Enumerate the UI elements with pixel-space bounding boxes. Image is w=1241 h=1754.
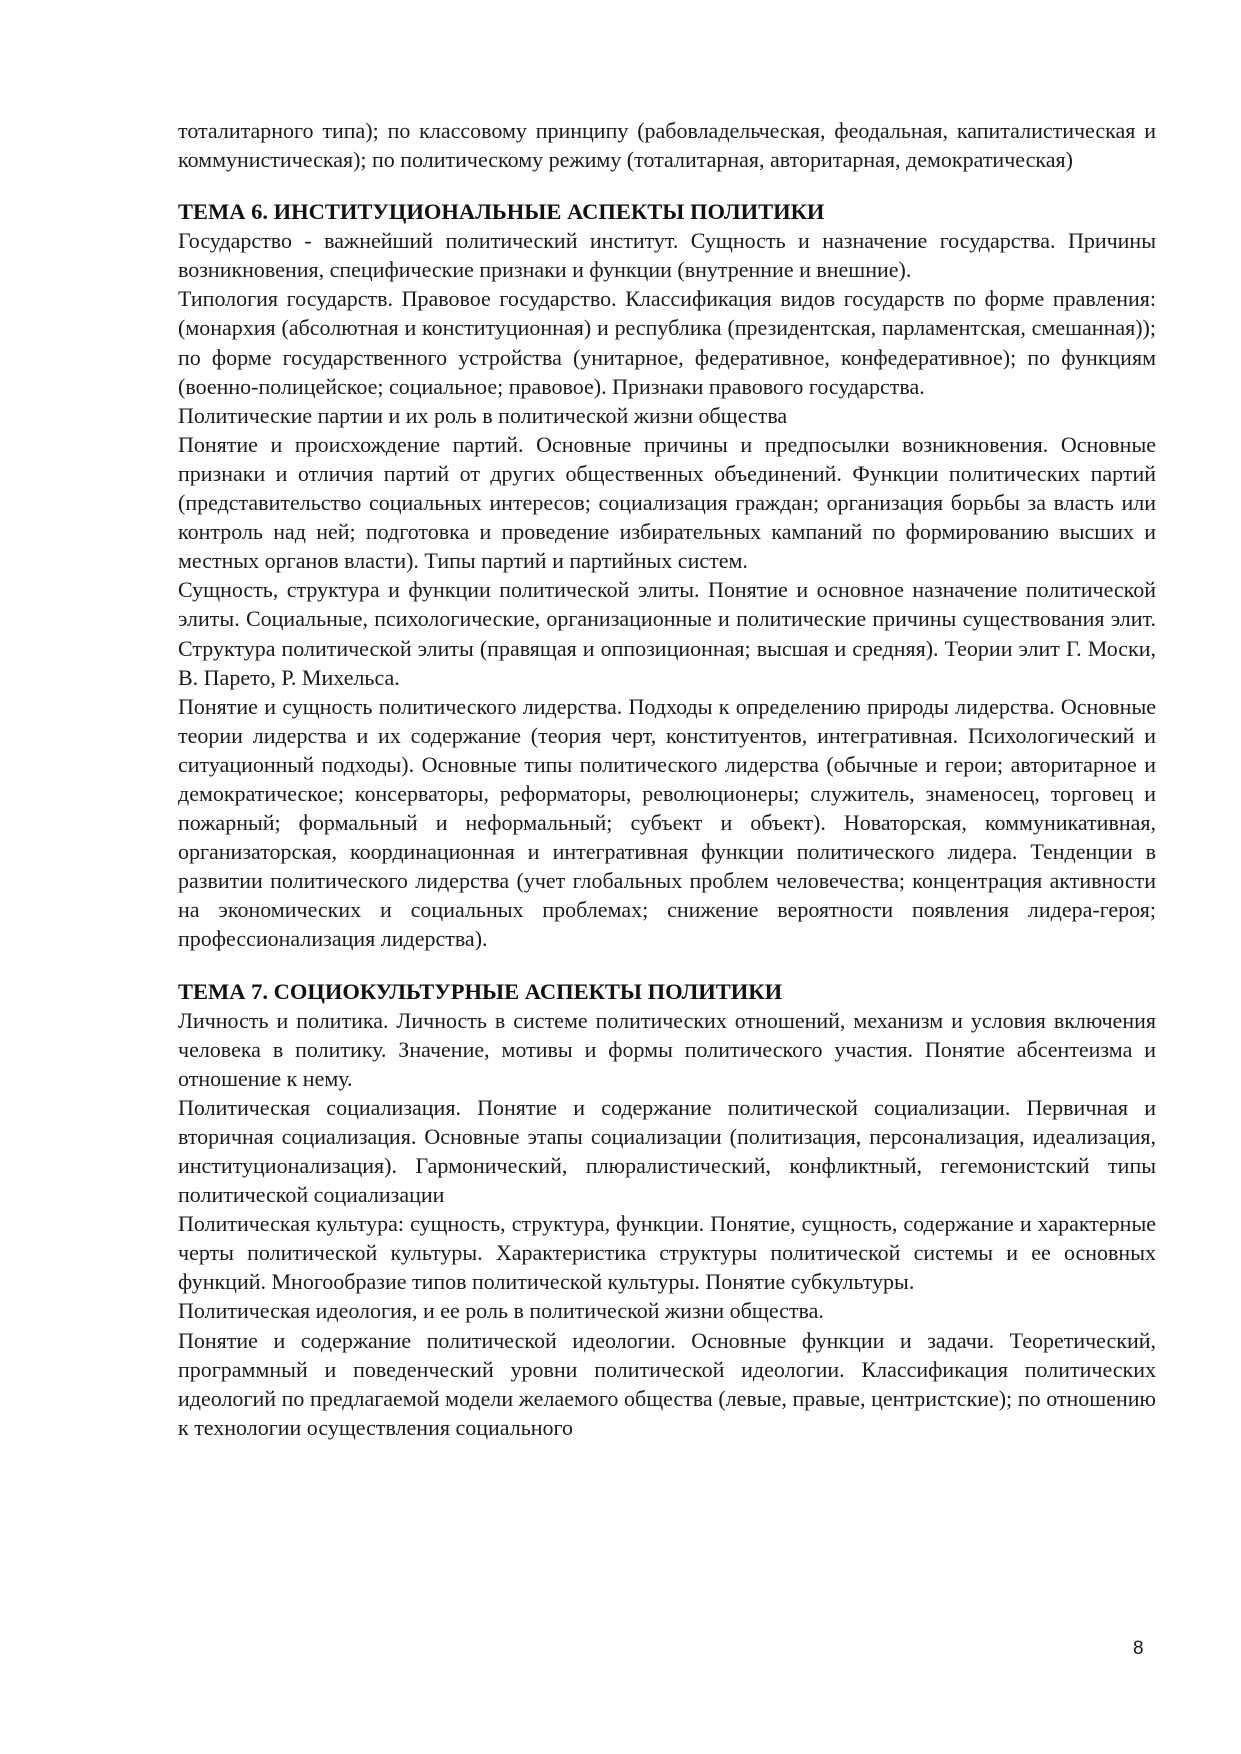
paragraph-ideology-title: Политическая идеология, и ее роль в политической жизни общества. (178, 1298, 824, 1324)
paragraph-parties-origin: Понятие и происхождение партий. Основные причины и предпосылки возникновения. Основные признаки и отличия партий от других общественных объединений. Функции политических партий (представительство социальных интересов; социализация граждан; организация борьбы за власть или контроль над ней; подготовка и проведение избирательных кампаний по формированию высших и местных органов власти). Типы партий и партийных систем. (178, 431, 1156, 574)
page-content (178, 116, 1156, 1442)
page-number: 8 (1133, 1638, 1144, 1659)
paragraph-political-leadership: Понятие и сущность политического лидерства. Подходы к определению природы лидерства. Основные теории лидерства и их содержание (теория черт, конституентов, интегративная. Психологический и ситуационный подходы). Основные типы политического лидерства (обычные и герои; авторитарное и демократическое; консерваторы, реформаторы, революционеры; служитель, знаменосец, торговец и пожарный; формальный и неформальный; субъект и объект). Новаторская, коммуникативная, организаторская, координационная и интегративная функции политического лидера. Тенденции в развитии политического лидерства (учет глобальных проблем человечества; концентрация активности на экономических и социальных проблемах; снижение вероятности появления лидера-героя; профессионализация лидерства). (178, 693, 1156, 952)
paragraph-socialization: Политическая социализация. Понятие и содержание политической социализации. Первичная и вторичная социализация. Основные этапы социализации (политизация, персонализация, идеализация, институционализация). Гармонический, плюралистический, конфликтный, гегемонистский типы политической социализации (178, 1094, 1156, 1208)
paragraph-state-institution: Государство - важнейший политический институт. Сущность и назначение государства. Причины возникновения, специфические признаки и функции (внутренние и внешние). (178, 228, 1156, 283)
section-spacer (178, 174, 1156, 197)
paragraph-parties-title: Политические партии и их роль в политической жизни общества (178, 402, 788, 428)
paragraph-political-culture: Политическая культура: сущность, структура, функции. Понятие, сущность, содержание и характерные черты политической культуры. Характеристика структуры политической системы и ее основных функций. Многообразие типов политической культуры. Понятие субкультуры. (178, 1211, 1156, 1295)
section-heading-topic-6: ТЕМА 6. ИНСТИТУЦИОНАЛЬНЫЕ АСПЕКТЫ ПОЛИТИКИ (178, 199, 825, 225)
section-spacer (178, 954, 1156, 977)
intro-paragraph: тоталитарного типа); по классовому принципу (рабовладельческая, феодальная, капиталистическая и коммунистическая); по политическому режиму (тоталитарная, авторитарная, демократическая) (178, 118, 1156, 173)
paragraph-personality-politics: Личность и политика. Личность в системе политических отношений, механизм и условия включения человека в политику. Значение, мотивы и формы политического участия. Понятие абсентеизма и отношение к нему. (178, 1007, 1156, 1091)
paragraph-state-typology: Типология государств. Правовое государство. Классификация видов государств по форме правления: (монархия (абсолютная и конституционная) и республика (президентская, парламентская, смешанная)); по форме государственного устройства (унитарное, федеративное, конфедеративное); по функциям (военно-полицейское; социальное; правовое). Признаки правового государства. (178, 286, 1156, 399)
paragraph-ideology-content: Понятие и содержание политической идеологии. Основные функции и задачи. Теоретический, программный и поведенческий уровни политической идеологии. Классификация политических идеологий по предлагаемой модели желаемого общества (левые, правые, центристские); по отношению к технологии осуществления социального (178, 1327, 1156, 1440)
paragraph-political-elite: Сущность, структура и функции политической элиты. Понятие и основное назначение политической элиты. Социальные, психологические, организационные и политические причины существования элит. Структура политической элиты (правящая и оппозиционная; высшая и средняя). Теории элит Г. Моски, В. Парето, Р. Михельса. (178, 577, 1156, 690)
section-heading-topic-7: ТЕМА 7. СОЦИОКУЛЬТУРНЫЕ АСПЕКТЫ ПОЛИТИКИ (178, 978, 783, 1004)
